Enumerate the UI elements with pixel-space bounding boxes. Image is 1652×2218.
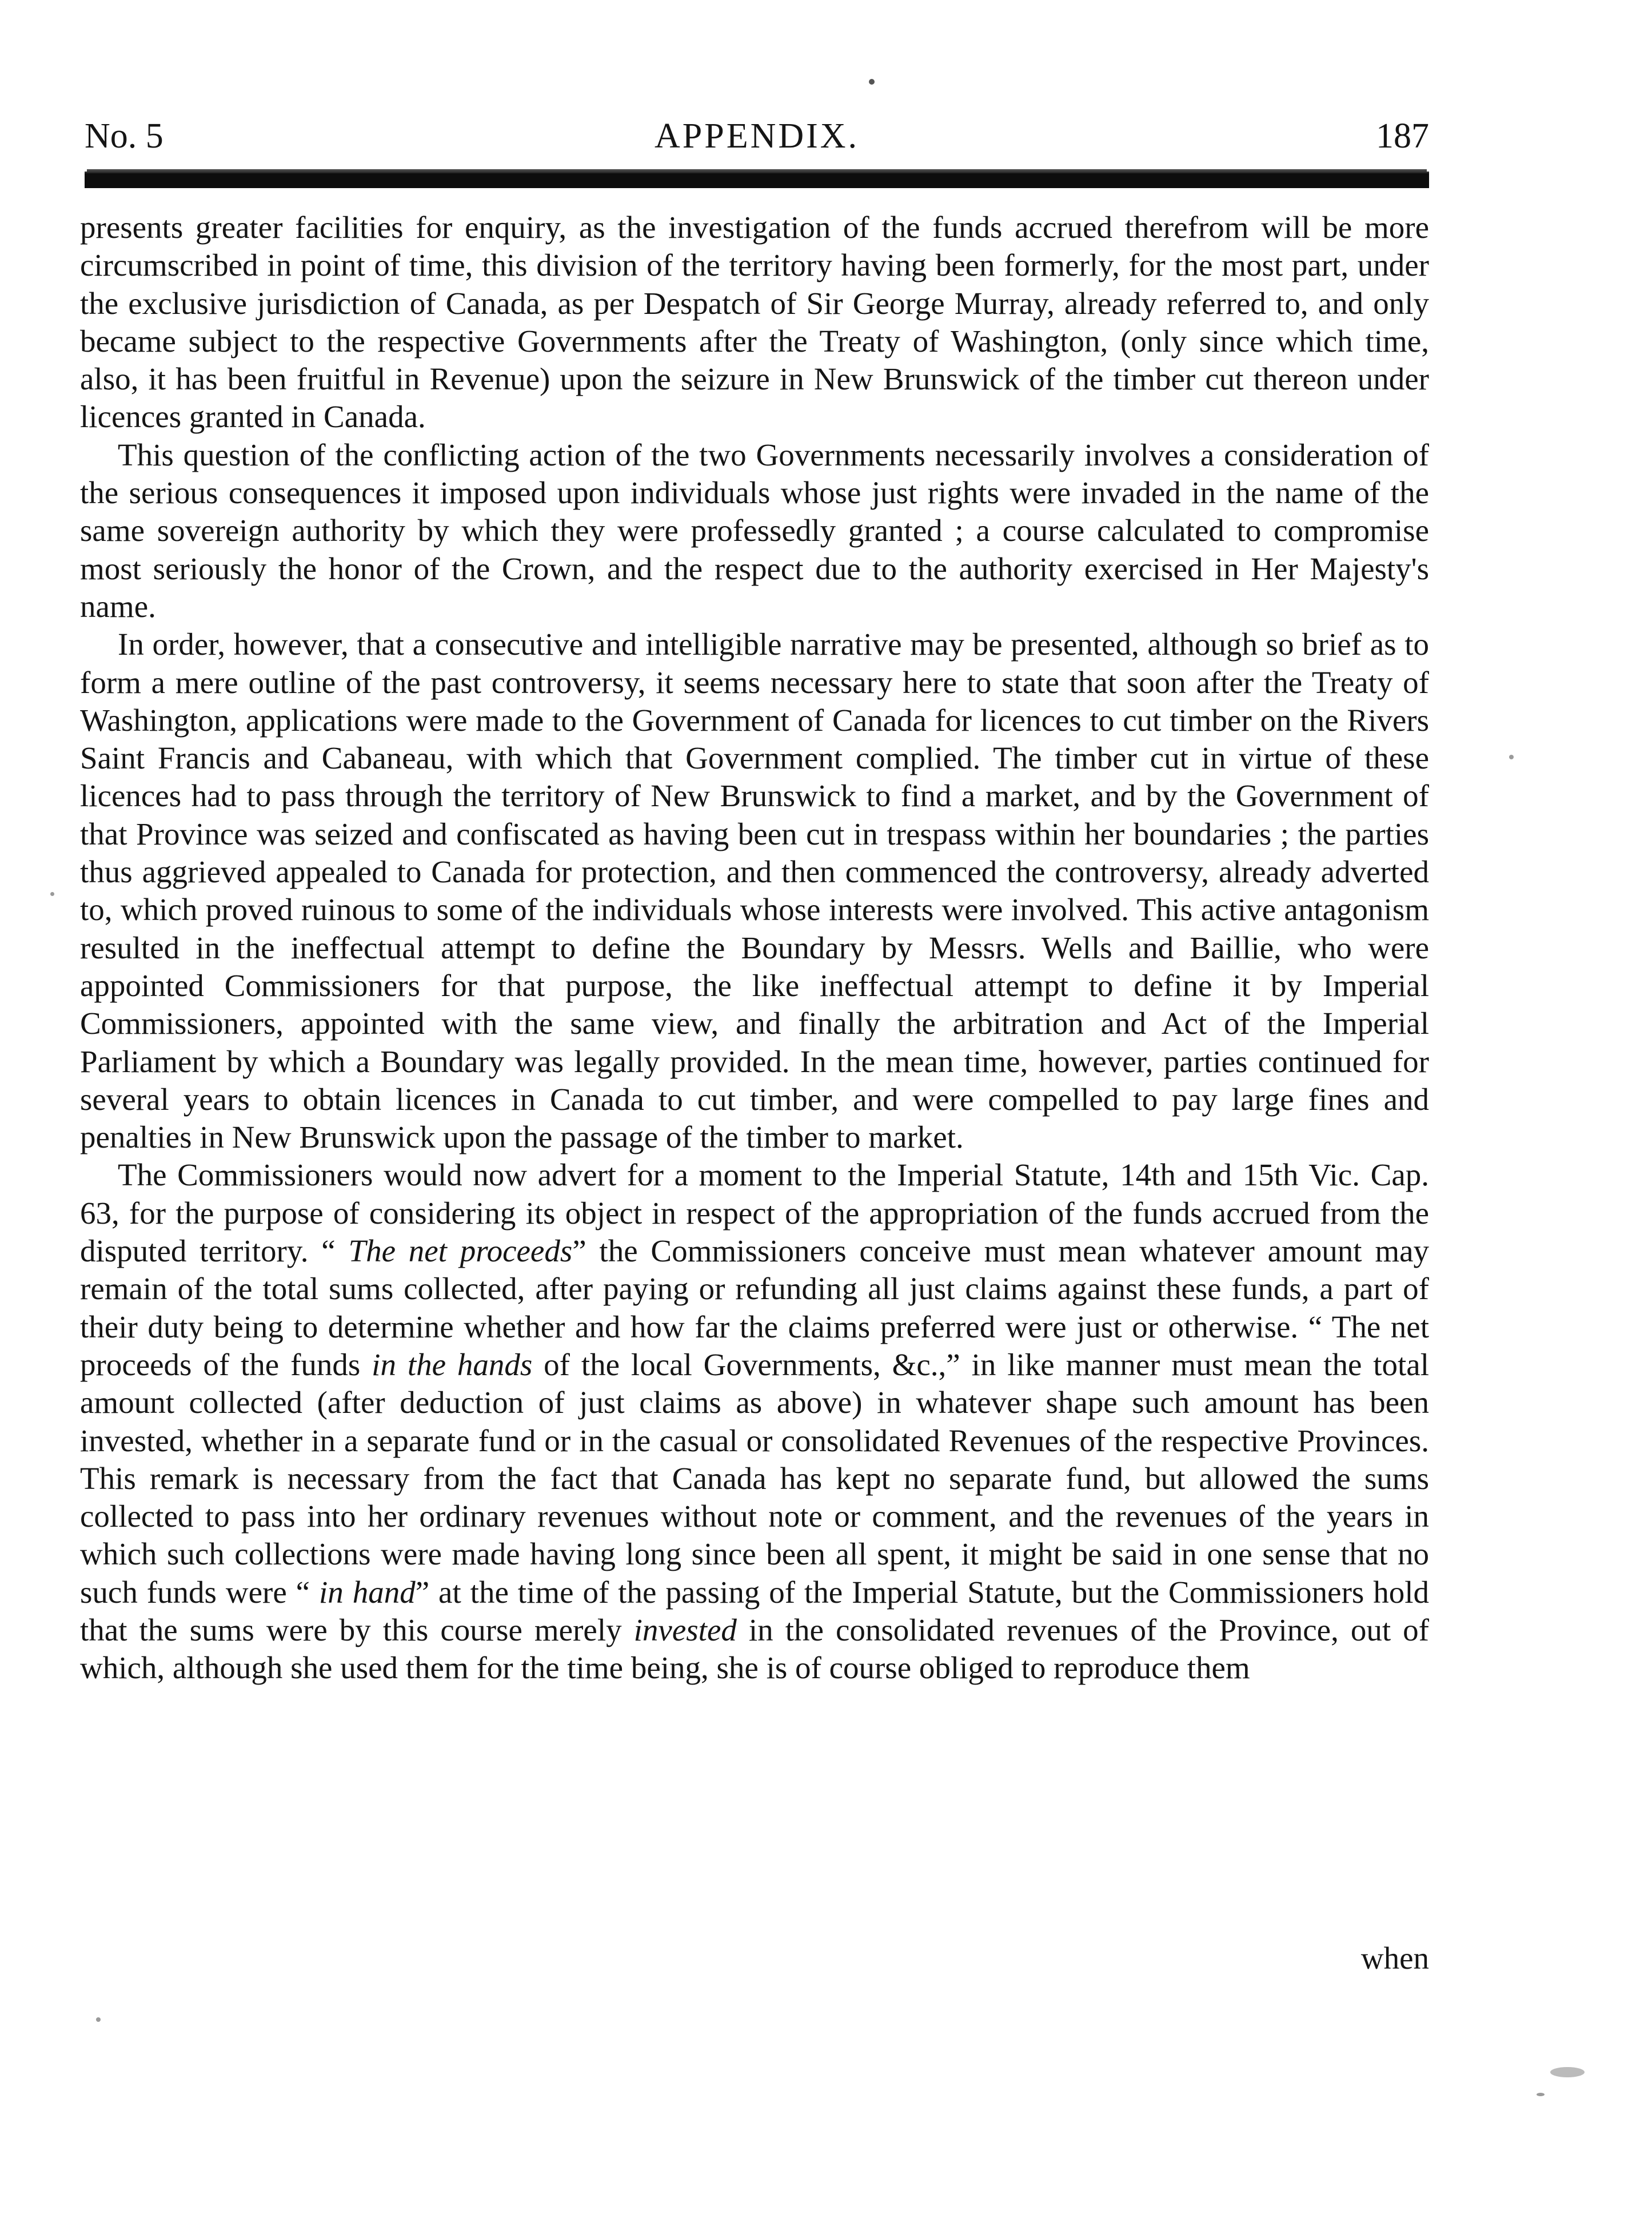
running-title: APPENDIX.: [654, 117, 860, 156]
italic-phrase: in hand: [319, 1574, 416, 1610]
italic-phrase: in the hands: [372, 1347, 533, 1382]
text-run: of the local Governments, &c.,” in like manner must mean the total amount collected (after deduction of just claims as above) in whatever shape such amount has been invested, whether in a separate fund or in the casual or consolidated Revenues of the respective Provinces. This remark is necessary from the fact that Canada has kept no separate fund, but allowed the sums collected to pass into her ordinary revenues without note or comment, and the revenues of the years in which such collections were made having long since been all spent, it might be said in one sense that no such funds were “: [80, 1347, 1429, 1610]
paragraph: [80, 209, 1429, 436]
catchword: when: [1360, 1941, 1429, 1976]
page-number: 187: [1376, 117, 1429, 156]
header-rule: [85, 172, 1429, 188]
scan-speck: [96, 2017, 101, 2022]
paragraph: [80, 436, 1429, 626]
paragraph: [80, 1156, 1429, 1687]
scan-speck: [1550, 2067, 1585, 2077]
italic-phrase: invested: [633, 1612, 737, 1647]
text-run: presents greater facilities for enquiry, as the investigation of the funds accrued therefrom will be more circumscribed in point of time, this division of the territory having been formerly, for the most part, under the exclusive jurisdiction of Canada, as per Despatch of Sir George Murray, already referred to, and only became subject to the respective Governments after the Treaty of Washington, (only since which time, also, it has been fruitful in Revenue) upon the seizure in New Brunswick of the timber cut thereon under licences granted in Canada.: [80, 210, 1429, 435]
scan-speck: [1537, 2093, 1545, 2096]
running-head: [85, 107, 1429, 165]
scan-speck: [869, 79, 875, 85]
italic-phrase: The net proceeds: [348, 1233, 573, 1269]
text-run: The Commissioners would now advert for a moment to the Imperial Statute, 14th and 15th Vic. Cap. 63, for the purpose of considering its object in respect of the appropriation of the funds accrued from the disputed territory. “: [80, 1157, 1429, 1269]
body-text: [80, 209, 1429, 1687]
text-run: ” the Commissioners conceive must mean whatever amount may remain of the total sums collected, after paying or refunding all just claims against these funds, a part of their duty being to determine whether and how far the claims preferred were just or otherwise. “ The net proceeds of the funds: [80, 1233, 1430, 1382]
text-run: in the consolidated revenues of the Province, out of which, although she used them for the time being, she is of course obliged to reproduce them: [80, 1612, 1429, 1686]
text-run: In order, however, that a consecutive and intelligible narrative may be presented, although so brief as to form a mere outline of the past controversy, it seems necessary here to state that soon after the Treaty of Washington, applications were made to the Government of Canada for licences to cut timber on the Rivers Saint Francis and Cabaneau, with which that Government complied. The timber cut in virtue of these licences had to pass through the territory of New Brunswick to find a market, and by the Government of that Province was seized and confiscated as having been cut in trespass within her boundaries ; the parties thus aggrieved appealed to Canada for protection, and then commenced the controversy, already adverted to, which proved ruinous to some of the individuals whose interests were involved. This active antagonism resulted in the ineffectual attempt to define the Boundary by Messrs. Wells and Baillie, who were appointed Commissioners for that purpose, the like ineffectual attempt to define it by Imperial Commissioners, appointed with the same view, and finally the arbitration and Act of the Imperial Parliament by which a Boundary was legally provided. In the mean time, however, parties continued for several years to obtain licences in Canada to cut timber, and were compelled to pay large fines and penalties in New Brunswick upon the passage of the timber to market.: [80, 627, 1429, 1155]
paragraph: [80, 626, 1429, 1156]
section-number: No. 5: [85, 117, 163, 156]
text-run: This question of the conflicting action of the two Governments necessarily involves a consideration of the serious consequences it imposed upon individuals whose just rights were invaded in the name of the same sovereign authority by which they were professedly granted ; a course calculated to compromise most seriously the honor of the Crown, and the respect due to the authority exercised in Her Majesty's name.: [80, 437, 1429, 624]
text-run: ” at the time of the passing of the Imperial Statute, but the Commissioners hold that the sums were by this course merely: [80, 1574, 1430, 1647]
scan-speck: [1509, 755, 1514, 759]
scan-speck: [50, 892, 54, 896]
